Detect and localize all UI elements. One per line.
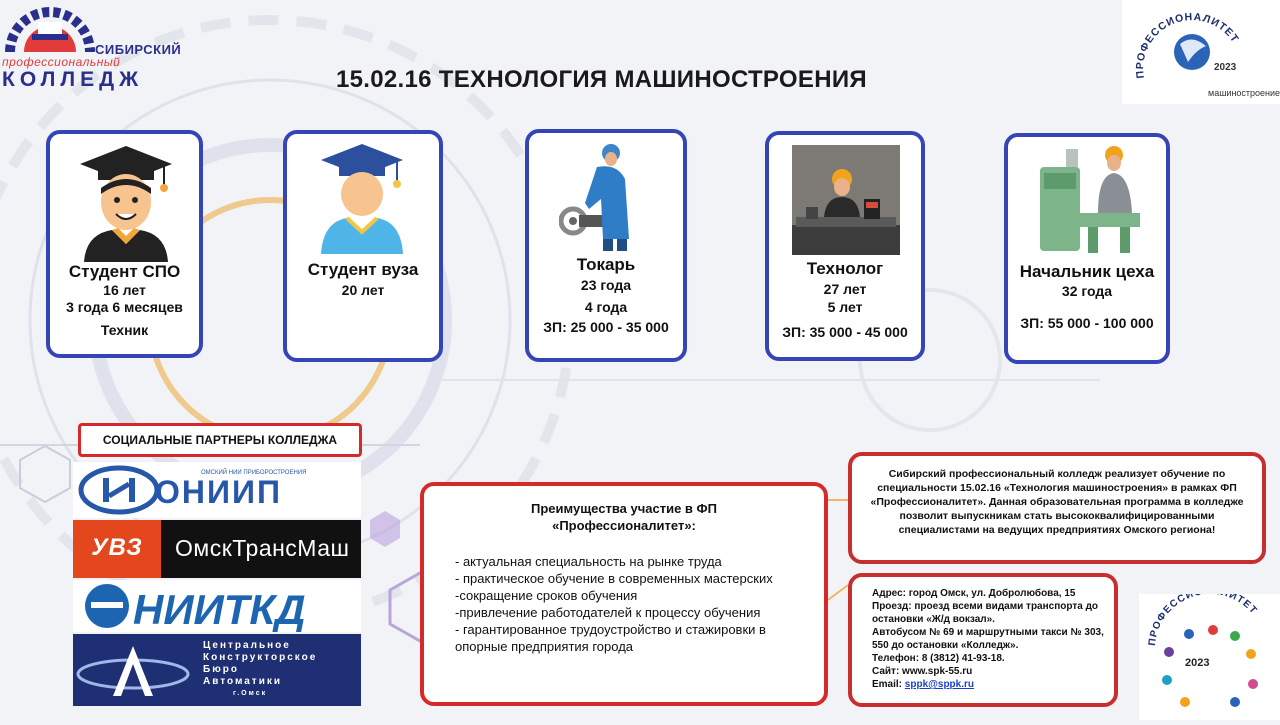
ckba-emblem-icon (73, 634, 193, 706)
graduate-student-icon (317, 142, 407, 254)
partner-omsktransmash-name: ОмскТрансМаш (175, 535, 350, 561)
ckba-city: г.Омск (233, 690, 268, 697)
partner-oniip-name: ОНИИП (155, 474, 282, 510)
professionalitet-logo-sub: машиностроение (1208, 88, 1280, 98)
contact-email-label: Email: (872, 679, 903, 690)
professionalitet-logo-text: ПРОФЕССИОНАЛИТЕТ (1134, 11, 1242, 79)
career-card-spo-student (46, 130, 203, 358)
graduate-student-icon (76, 144, 176, 262)
ckba-name-lines (203, 640, 317, 700)
career-card-salary: ЗП: 55 000 - 100 000 (1020, 315, 1154, 331)
footer-logo-text: ПРОФЕССИ ИТЕТ (1146, 594, 1260, 647)
college-logo (0, 0, 185, 90)
ckba-line-2: Конструкторское (203, 652, 318, 663)
professionalitet-logo (1122, 0, 1280, 104)
contact-email-row (872, 678, 1106, 691)
shop-manager-machine-icon (1036, 143, 1144, 261)
career-card-salary: ЗП: 35 000 - 45 000 (782, 324, 908, 340)
career-card-technologist (765, 131, 925, 361)
uvz-badge-text: УВЗ (91, 534, 143, 561)
advantage-item: - практическое обучение в современных мастерских (455, 571, 773, 586)
career-card-title: Студент вуза (307, 260, 419, 279)
technologist-workbench-icon (792, 145, 900, 255)
career-card-experience: 4 года (584, 299, 628, 315)
career-card-salary: ЗП: 25 000 - 35 000 (543, 319, 669, 335)
college-logo-line1: СИБИРСКИЙ (95, 42, 182, 57)
professionalitet-footer-logo (1139, 594, 1280, 720)
career-card-title: Начальник цеха (1019, 262, 1155, 281)
contact-email-link[interactable]: sppk@sppk.ru (904, 679, 975, 690)
advantages-panel (420, 482, 828, 706)
partner-logo-oniip (73, 462, 361, 518)
advantage-item: - гарантированное трудоустройство и стажировки в опорные предприятия города (455, 622, 766, 654)
career-card-age: 32 года (1061, 283, 1113, 299)
page-title: 15.02.16 ТЕХНОЛОГИЯ МАШИНОСТРОЕНИЯ (336, 66, 867, 93)
ckba-line-3: Бюро (203, 664, 239, 675)
career-card-title: Технолог (806, 259, 884, 278)
contact-phone: Телефон: 8 (3812) 41-93-18. (872, 653, 1005, 664)
professionalitet-logo-year: 2023 (1214, 62, 1237, 73)
career-card-title: Студент СПО (68, 262, 181, 281)
gear-icon (4, 0, 96, 56)
contact-address: Адрес: город Омск, ул. Добролюбова, 15 (872, 588, 1076, 599)
turner-worker-icon (559, 139, 639, 251)
career-card-age: 27 лет (823, 281, 867, 297)
partner-oniip-sub: ОМСКИЙ НИИ ПРИБОРОСТРОЕНИЯ (201, 470, 307, 476)
contacts-panel (848, 573, 1118, 707)
ckba-line-1: Центральное (203, 640, 291, 651)
career-card-title: Токарь (576, 255, 636, 274)
professionalitet-ring-icon (1139, 594, 1280, 720)
partner-niitkd-name: НИИТКД (133, 586, 306, 632)
advantages-list (455, 553, 815, 655)
partners-label: СОЦИАЛЬНЫЕ ПАРТНЕРЫ КОЛЛЕДЖА (78, 423, 362, 457)
footer-logo-year: 2023 (1185, 657, 1210, 669)
career-card-shop-manager (1004, 133, 1170, 364)
career-card-age: 16 лет (103, 282, 146, 298)
career-card-duration: 3 года 6 месяцев (66, 299, 183, 315)
career-card-turner (525, 129, 687, 362)
advantage-item: -сокращение сроков обучения (455, 588, 638, 603)
program-info-panel: Сибирский профессиональный колледж реализует обучение по специальности 15.02.16 «Технология машиностроения» в рамках ФП «Профессионалитет». Данная образовательная программа в колледже позволит выпускникам стать высококвалифицированными специалистами на ведущих предприятиях Омского региона! (848, 452, 1266, 564)
partner-logo-ckba (73, 634, 361, 706)
contact-transport: Автобусом № 69 и маршрутными такси № 303, 550 до остановки «Колледж». (872, 627, 1104, 651)
career-card-age: 20 лет (341, 282, 385, 298)
partner-logo-niitkd (73, 580, 361, 632)
ckba-line-4: Автоматики (203, 676, 283, 687)
uvz-badge (73, 520, 161, 578)
advantages-heading: Преимущества участие в ФП «Профессионалитет»: (531, 501, 717, 533)
career-card-experience: 5 лет (827, 299, 863, 315)
partner-logo-omsktransmash (73, 520, 361, 578)
contact-directions: Проезд: проезд всеми видами транспорта до остановки «Ж/д вокзал». (872, 601, 1099, 625)
oniip-logo-icon (73, 462, 361, 518)
advantage-item: - актуальная специальность на рынке труда (455, 554, 722, 569)
advantage-item: -привлечение работодателей к процессу обучения (455, 605, 761, 620)
college-logo-line2: профессиональный (2, 55, 121, 69)
career-card-age: 23 года (580, 277, 632, 293)
niitkd-logo-icon (73, 580, 361, 632)
career-card-qualification: Техник (100, 322, 149, 338)
college-logo-line3: КОЛЛЕДЖ (2, 68, 144, 91)
svg-text:ПРОФЕССИОНАЛИТЕТ (1147, 594, 1259, 646)
career-card-university-student (283, 130, 443, 362)
contact-website: Сайт: www.spk-55.ru (872, 666, 973, 677)
